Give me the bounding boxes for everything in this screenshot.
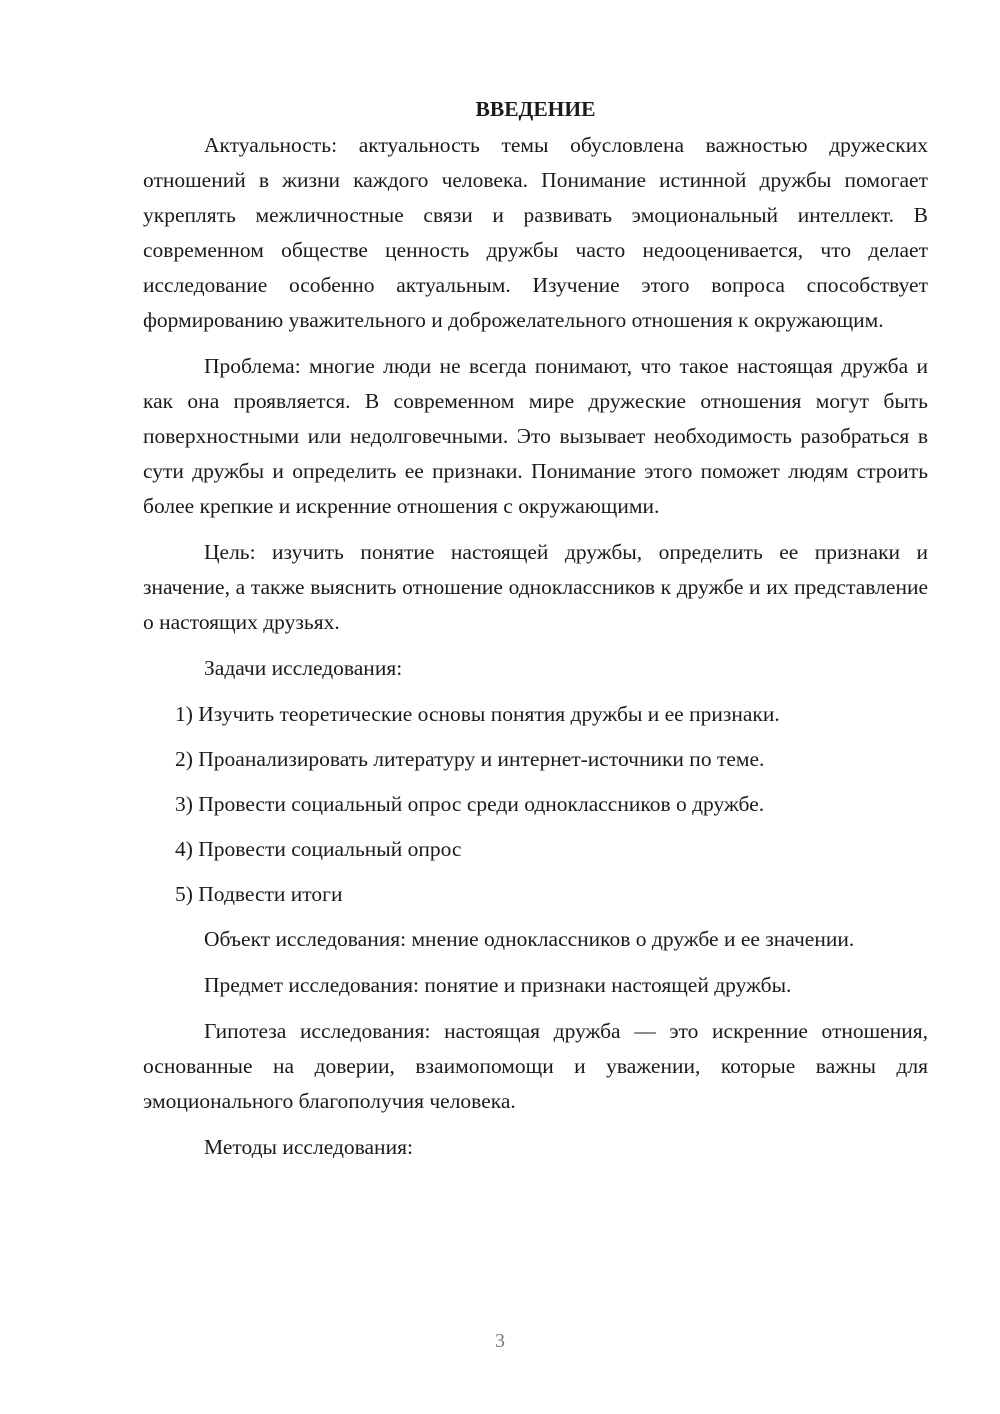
subject-paragraph: Предмет исследования: понятие и признаки настоящей дружбы. — [204, 973, 792, 997]
problem-paragraph: Проблема: многие люди не всегда понимают, что такое настоящая дружба и как она проявляется. В современном мире дружеские отношения могут быть поверхностными или недолговечными. Это вызывает необходимость разобраться в сути дружбы и определить ее признаки. Понимание этого поможет людям строить более крепкие и искренние отношения с окружающими. — [143, 354, 928, 518]
list-item: 3) Провести социальный опрос среди одноклассников о дружбе. — [175, 792, 765, 816]
page-number: 3 — [495, 1330, 505, 1352]
hypothesis-paragraph: Гипотеза исследования: настоящая дружба — это искренние отношения, основанные на доверии, взаимопомощи и уважении, которые важны для эмоционального благополучия человека. — [143, 1019, 928, 1113]
object-paragraph: Объект исследования: мнение одноклассников о дружбе и ее значении. — [204, 927, 855, 951]
relevance-paragraph: Актуальность: актуальность темы обусловлена важностью дружеских отношений в жизни каждого человека. Понимание истинной дружбы помогает укреплять межличностные связи и развивать эмоциональный интеллект. В современном обществе ценность дружбы часто недооценивается, что делает исследование особенно актуальным. Изучение этого вопроса способствует формированию уважительного и доброжелательного отношения к окружающим. — [143, 133, 928, 332]
section-title: ВВЕДЕНИЕ — [475, 97, 596, 121]
tasks-list — [143, 697, 928, 912]
methods-heading: Методы исследования: — [204, 1135, 413, 1159]
list-item: 4) Провести социальный опрос — [175, 837, 462, 861]
goal-paragraph: Цель: изучить понятие настоящей дружбы, определить ее признаки и значение, а также выяснить отношение одноклассников к дружбе и их представление о настоящих друзьях. — [143, 540, 928, 634]
list-item: 5) Подвести итоги — [175, 882, 343, 906]
tasks-heading: Задачи исследования: — [204, 656, 403, 680]
list-item: 2) Проанализировать литературу и интернет-источники по теме. — [175, 747, 765, 771]
document-page — [143, 92, 928, 1176]
list-item: 1) Изучить теоретические основы понятия дружбы и ее признаки. — [175, 702, 780, 726]
